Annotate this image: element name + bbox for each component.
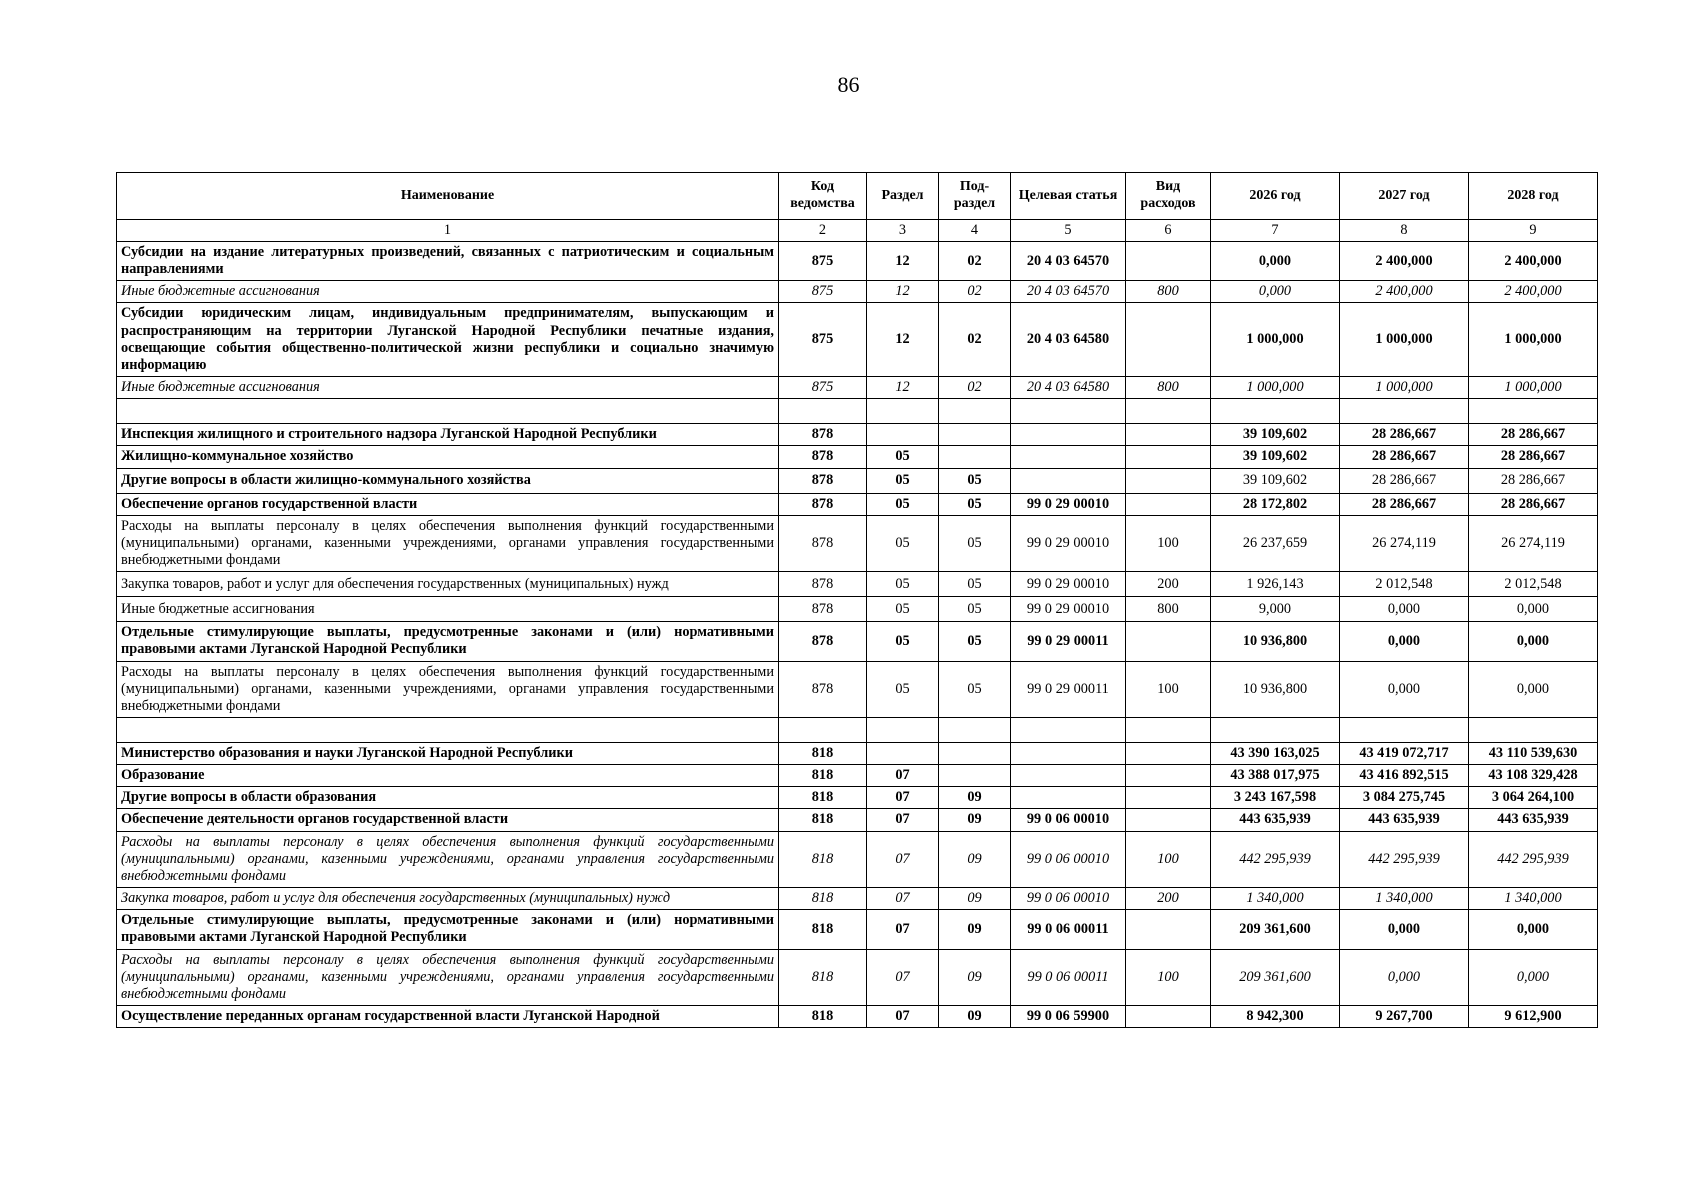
header-year-2027: 2027 год: [1340, 173, 1469, 220]
dept-code: 818: [779, 888, 867, 910]
expense-type: [1126, 742, 1211, 764]
subsection: 09: [939, 787, 1011, 809]
target-article: 99 0 06 00011: [1011, 949, 1126, 1005]
section: 05: [867, 515, 939, 571]
subsection: 09: [939, 949, 1011, 1005]
section: 12: [867, 377, 939, 399]
target-article: 99 0 06 00011: [1011, 910, 1126, 949]
amount-2028: 0,000: [1469, 622, 1598, 661]
row-name: [117, 717, 779, 742]
subsection: [939, 742, 1011, 764]
amount-2027: 26 274,119: [1340, 515, 1469, 571]
amount-2027: 9 267,700: [1340, 1006, 1469, 1028]
amount-2026: 8 942,300: [1211, 1006, 1340, 1028]
column-number: 9: [1469, 220, 1598, 242]
amount-2026: 442 295,939: [1211, 831, 1340, 887]
amount-2027: [1340, 399, 1469, 424]
expense-type: [1126, 446, 1211, 468]
amount-2027: 0,000: [1340, 597, 1469, 622]
section: 05: [867, 661, 939, 717]
amount-2026: 209 361,600: [1211, 949, 1340, 1005]
section: 12: [867, 303, 939, 377]
amount-2027: 1 340,000: [1340, 888, 1469, 910]
amount-2027: 2 012,548: [1340, 572, 1469, 597]
section: 07: [867, 831, 939, 887]
amount-2028: 442 295,939: [1469, 831, 1598, 887]
column-number: 2: [779, 220, 867, 242]
amount-2027: 0,000: [1340, 949, 1469, 1005]
dept-code: 878: [779, 597, 867, 622]
header-name: Наименование: [117, 173, 779, 220]
section: 07: [867, 809, 939, 831]
target-article: [1011, 742, 1126, 764]
section: 07: [867, 910, 939, 949]
section: 05: [867, 493, 939, 515]
amount-2027: 0,000: [1340, 622, 1469, 661]
subsection: 09: [939, 1006, 1011, 1028]
table-row: [117, 765, 1598, 787]
dept-code: 878: [779, 572, 867, 597]
amount-2026: 43 390 163,025: [1211, 742, 1340, 764]
subsection: [939, 424, 1011, 446]
expense-type: 100: [1126, 661, 1211, 717]
section: 05: [867, 446, 939, 468]
amount-2028: 2 400,000: [1469, 281, 1598, 303]
target-article: 99 0 29 00010: [1011, 597, 1126, 622]
amount-2026: 28 172,802: [1211, 493, 1340, 515]
amount-2028: 28 286,667: [1469, 446, 1598, 468]
amount-2026: 209 361,600: [1211, 910, 1340, 949]
amount-2026: 39 109,602: [1211, 446, 1340, 468]
amount-2028: 28 286,667: [1469, 468, 1598, 493]
section: 05: [867, 468, 939, 493]
dept-code: 878: [779, 493, 867, 515]
table-row: [117, 888, 1598, 910]
dept-code: 875: [779, 281, 867, 303]
table-row: [117, 787, 1598, 809]
dept-code: 875: [779, 377, 867, 399]
amount-2026: 43 388 017,975: [1211, 765, 1340, 787]
target-article: 99 0 29 00011: [1011, 661, 1126, 717]
target-article: [1011, 468, 1126, 493]
column-number: 3: [867, 220, 939, 242]
expense-type: [1126, 242, 1211, 281]
table-row: [117, 424, 1598, 446]
amount-2028: 43 108 329,428: [1469, 765, 1598, 787]
amount-2028: [1469, 717, 1598, 742]
column-number: 8: [1340, 220, 1469, 242]
amount-2027: [1340, 717, 1469, 742]
table-row: [117, 446, 1598, 468]
amount-2026: 10 936,800: [1211, 661, 1340, 717]
target-article: 99 0 06 59900: [1011, 1006, 1126, 1028]
section: 05: [867, 622, 939, 661]
row-name: Другие вопросы в области жилищно-коммунального хозяйства: [117, 468, 779, 493]
header-section: Раздел: [867, 173, 939, 220]
column-number: 1: [117, 220, 779, 242]
subsection: 02: [939, 303, 1011, 377]
amount-2027: 1 000,000: [1340, 303, 1469, 377]
amount-2026: [1211, 399, 1340, 424]
table-row: [117, 1006, 1598, 1028]
header-year-2026: 2026 год: [1211, 173, 1340, 220]
section: 05: [867, 597, 939, 622]
row-name: Расходы на выплаты персоналу в целях обеспечения выполнения функций государственными (муниципальными) органами, казенными учреждениями, органами управления государственными внебюджетными фондами: [117, 831, 779, 887]
expense-type: [1126, 424, 1211, 446]
dept-code: 878: [779, 446, 867, 468]
expense-type: 100: [1126, 831, 1211, 887]
dept-code: 878: [779, 515, 867, 571]
subsection: 09: [939, 910, 1011, 949]
expense-type: 200: [1126, 572, 1211, 597]
dept-code: 878: [779, 424, 867, 446]
amount-2028: 28 286,667: [1469, 493, 1598, 515]
target-article: 99 0 06 00010: [1011, 831, 1126, 887]
expense-type: [1126, 303, 1211, 377]
table-row: [117, 493, 1598, 515]
empty-row: [117, 399, 1598, 424]
table-row: [117, 949, 1598, 1005]
target-article: [1011, 765, 1126, 787]
page-number: 86: [837, 72, 860, 97]
row-name: Расходы на выплаты персоналу в целях обеспечения выполнения функций государственными (муниципальными) органами, казенными учреждениями, органами управления государственными внебюджетными фондами: [117, 661, 779, 717]
row-name: Иные бюджетные ассигнования: [117, 597, 779, 622]
table-row: [117, 572, 1598, 597]
target-article: [1011, 717, 1126, 742]
subsection: 05: [939, 515, 1011, 571]
expense-type: [1126, 399, 1211, 424]
dept-code: 818: [779, 809, 867, 831]
amount-2026: 39 109,602: [1211, 424, 1340, 446]
amount-2027: 3 084 275,745: [1340, 787, 1469, 809]
dept-code: 875: [779, 242, 867, 281]
amount-2028: 1 340,000: [1469, 888, 1598, 910]
amount-2027: 0,000: [1340, 661, 1469, 717]
section: 07: [867, 1006, 939, 1028]
table-row: [117, 242, 1598, 281]
amount-2028: 0,000: [1469, 910, 1598, 949]
row-name: Образование: [117, 765, 779, 787]
table-row: [117, 281, 1598, 303]
dept-code: 818: [779, 910, 867, 949]
amount-2028: 28 286,667: [1469, 424, 1598, 446]
table-row: [117, 377, 1598, 399]
expense-type: 800: [1126, 597, 1211, 622]
row-name: Расходы на выплаты персоналу в целях обеспечения выполнения функций государственными (муниципальными) органами, казенными учреждениями, органами управления государственными внебюджетными фондами: [117, 949, 779, 1005]
section: 07: [867, 787, 939, 809]
table-row: [117, 303, 1598, 377]
amount-2028: 2 012,548: [1469, 572, 1598, 597]
amount-2026: 26 237,659: [1211, 515, 1340, 571]
subsection: 05: [939, 597, 1011, 622]
table-row: [117, 742, 1598, 764]
amount-2028: 0,000: [1469, 949, 1598, 1005]
amount-2026: 1 000,000: [1211, 303, 1340, 377]
amount-2028: 9 612,900: [1469, 1006, 1598, 1028]
column-number: 5: [1011, 220, 1126, 242]
row-name: Жилищно-коммунальное хозяйство: [117, 446, 779, 468]
amount-2027: 0,000: [1340, 910, 1469, 949]
amount-2026: [1211, 717, 1340, 742]
section: 05: [867, 572, 939, 597]
dept-code: 818: [779, 765, 867, 787]
amount-2026: 1 000,000: [1211, 377, 1340, 399]
dept-code: 878: [779, 622, 867, 661]
amount-2027: 2 400,000: [1340, 281, 1469, 303]
section: 07: [867, 949, 939, 1005]
amount-2026: 10 936,800: [1211, 622, 1340, 661]
subsection: [939, 717, 1011, 742]
row-name: Закупка товаров, работ и услуг для обеспечения государственных (муниципальных) нужд: [117, 572, 779, 597]
amount-2026: 1 926,143: [1211, 572, 1340, 597]
row-name: [117, 399, 779, 424]
subsection: 09: [939, 831, 1011, 887]
section: 12: [867, 242, 939, 281]
amount-2028: 0,000: [1469, 597, 1598, 622]
amount-2028: 43 110 539,630: [1469, 742, 1598, 764]
dept-code: [779, 399, 867, 424]
amount-2028: 1 000,000: [1469, 377, 1598, 399]
expense-type: 200: [1126, 888, 1211, 910]
row-name: Осуществление переданных органам государственной власти Луганской Народной: [117, 1006, 779, 1028]
row-name: Закупка товаров, работ и услуг для обеспечения государственных (муниципальных) нужд: [117, 888, 779, 910]
table-row: [117, 597, 1598, 622]
amount-2026: 1 340,000: [1211, 888, 1340, 910]
expense-type: [1126, 765, 1211, 787]
table-row: [117, 515, 1598, 571]
column-number: 4: [939, 220, 1011, 242]
target-article: [1011, 446, 1126, 468]
amount-2027: 443 635,939: [1340, 809, 1469, 831]
row-name: Иные бюджетные ассигнования: [117, 281, 779, 303]
target-article: 99 0 06 00010: [1011, 809, 1126, 831]
amount-2028: 2 400,000: [1469, 242, 1598, 281]
target-article: 99 0 29 00010: [1011, 572, 1126, 597]
amount-2027: 43 416 892,515: [1340, 765, 1469, 787]
table-row: [117, 831, 1598, 887]
row-name: Иные бюджетные ассигнования: [117, 377, 779, 399]
section: [867, 742, 939, 764]
expense-type: [1126, 809, 1211, 831]
row-name: Отдельные стимулирующие выплаты, предусмотренные законами и (или) нормативными правовыми актами Луганской Народной Республики: [117, 622, 779, 661]
row-name: Расходы на выплаты персоналу в целях обеспечения выполнения функций государственными (муниципальными) органами, казенными учреждениями, органами управления государственными внебюджетными фондами: [117, 515, 779, 571]
amount-2026: 39 109,602: [1211, 468, 1340, 493]
empty-row: [117, 717, 1598, 742]
amount-2028: [1469, 399, 1598, 424]
expense-type: [1126, 787, 1211, 809]
row-name: Инспекция жилищного и строительного надзора Луганской Народной Республики: [117, 424, 779, 446]
section: [867, 399, 939, 424]
section: [867, 717, 939, 742]
section: 07: [867, 888, 939, 910]
subsection: [939, 446, 1011, 468]
amount-2028: 3 064 264,100: [1469, 787, 1598, 809]
expense-type: 100: [1126, 515, 1211, 571]
header-subsection: Под-раздел: [939, 173, 1011, 220]
subsection: 02: [939, 281, 1011, 303]
expense-type: [1126, 717, 1211, 742]
expense-type: [1126, 910, 1211, 949]
target-article: [1011, 424, 1126, 446]
header-target-article: Целевая статья: [1011, 173, 1126, 220]
target-article: 99 0 29 00011: [1011, 622, 1126, 661]
target-article: 99 0 06 00010: [1011, 888, 1126, 910]
subsection: 05: [939, 493, 1011, 515]
amount-2026: 9,000: [1211, 597, 1340, 622]
dept-code: [779, 717, 867, 742]
amount-2027: 43 419 072,717: [1340, 742, 1469, 764]
header-year-2028: 2028 год: [1469, 173, 1598, 220]
target-article: 20 4 03 64580: [1011, 303, 1126, 377]
header-expense-type: Вид расходов: [1126, 173, 1211, 220]
table-row: [117, 661, 1598, 717]
header-dept-code: Код ведомства: [779, 173, 867, 220]
amount-2028: 0,000: [1469, 661, 1598, 717]
dept-code: 818: [779, 742, 867, 764]
amount-2027: 2 400,000: [1340, 242, 1469, 281]
subsection: 02: [939, 242, 1011, 281]
table-row: [117, 809, 1598, 831]
row-name: Субсидии на издание литературных произведений, связанных с патриотическим и социальным направлениями: [117, 242, 779, 281]
subsection: 05: [939, 661, 1011, 717]
row-name: Другие вопросы в области образования: [117, 787, 779, 809]
dept-code: 875: [779, 303, 867, 377]
column-number: 7: [1211, 220, 1340, 242]
table-row: [117, 622, 1598, 661]
amount-2026: 0,000: [1211, 281, 1340, 303]
column-number-row: [117, 220, 1598, 242]
table-body: [117, 242, 1598, 1028]
dept-code: 878: [779, 661, 867, 717]
amount-2026: 0,000: [1211, 242, 1340, 281]
amount-2027: 442 295,939: [1340, 831, 1469, 887]
amount-2027: 28 286,667: [1340, 468, 1469, 493]
target-article: [1011, 399, 1126, 424]
section: 07: [867, 765, 939, 787]
column-number: 6: [1126, 220, 1211, 242]
amount-2027: 28 286,667: [1340, 446, 1469, 468]
subsection: [939, 765, 1011, 787]
target-article: [1011, 787, 1126, 809]
expense-type: 100: [1126, 949, 1211, 1005]
target-article: 99 0 29 00010: [1011, 493, 1126, 515]
subsection: 09: [939, 888, 1011, 910]
dept-code: 818: [779, 787, 867, 809]
amount-2027: 1 000,000: [1340, 377, 1469, 399]
target-article: 20 4 03 64570: [1011, 281, 1126, 303]
row-name: Субсидии юридическим лицам, индивидуальным предпринимателям, выпускающим и распространяющим на территории Луганской Народной Республики печатные издания, освещающие события общественно-политической жизни республики и социально значимую информацию: [117, 303, 779, 377]
budget-table: [116, 172, 1598, 1028]
dept-code: 818: [779, 1006, 867, 1028]
subsection: 09: [939, 809, 1011, 831]
expense-type: [1126, 468, 1211, 493]
subsection: 05: [939, 468, 1011, 493]
row-name: Обеспечение деятельности органов государственной власти: [117, 809, 779, 831]
expense-type: [1126, 1006, 1211, 1028]
target-article: 20 4 03 64570: [1011, 242, 1126, 281]
amount-2028: 443 635,939: [1469, 809, 1598, 831]
amount-2027: 28 286,667: [1340, 493, 1469, 515]
subsection: 05: [939, 572, 1011, 597]
dept-code: 818: [779, 949, 867, 1005]
amount-2026: 443 635,939: [1211, 809, 1340, 831]
expense-type: 800: [1126, 281, 1211, 303]
table-row: [117, 910, 1598, 949]
target-article: 99 0 29 00010: [1011, 515, 1126, 571]
section: [867, 424, 939, 446]
row-name: Отдельные стимулирующие выплаты, предусмотренные законами и (или) нормативными правовыми актами Луганской Народной Республики: [117, 910, 779, 949]
amount-2027: 28 286,667: [1340, 424, 1469, 446]
amount-2028: 26 274,119: [1469, 515, 1598, 571]
expense-type: [1126, 493, 1211, 515]
subsection: 05: [939, 622, 1011, 661]
subsection: 02: [939, 377, 1011, 399]
expense-type: [1126, 622, 1211, 661]
expense-type: 800: [1126, 377, 1211, 399]
amount-2028: 1 000,000: [1469, 303, 1598, 377]
header-row: [117, 173, 1598, 220]
section: 12: [867, 281, 939, 303]
subsection: [939, 399, 1011, 424]
target-article: 20 4 03 64580: [1011, 377, 1126, 399]
row-name: Министерство образования и науки Луганской Народной Республики: [117, 742, 779, 764]
dept-code: 878: [779, 468, 867, 493]
row-name: Обеспечение органов государственной власти: [117, 493, 779, 515]
dept-code: 818: [779, 831, 867, 887]
table-row: [117, 468, 1598, 493]
amount-2026: 3 243 167,598: [1211, 787, 1340, 809]
